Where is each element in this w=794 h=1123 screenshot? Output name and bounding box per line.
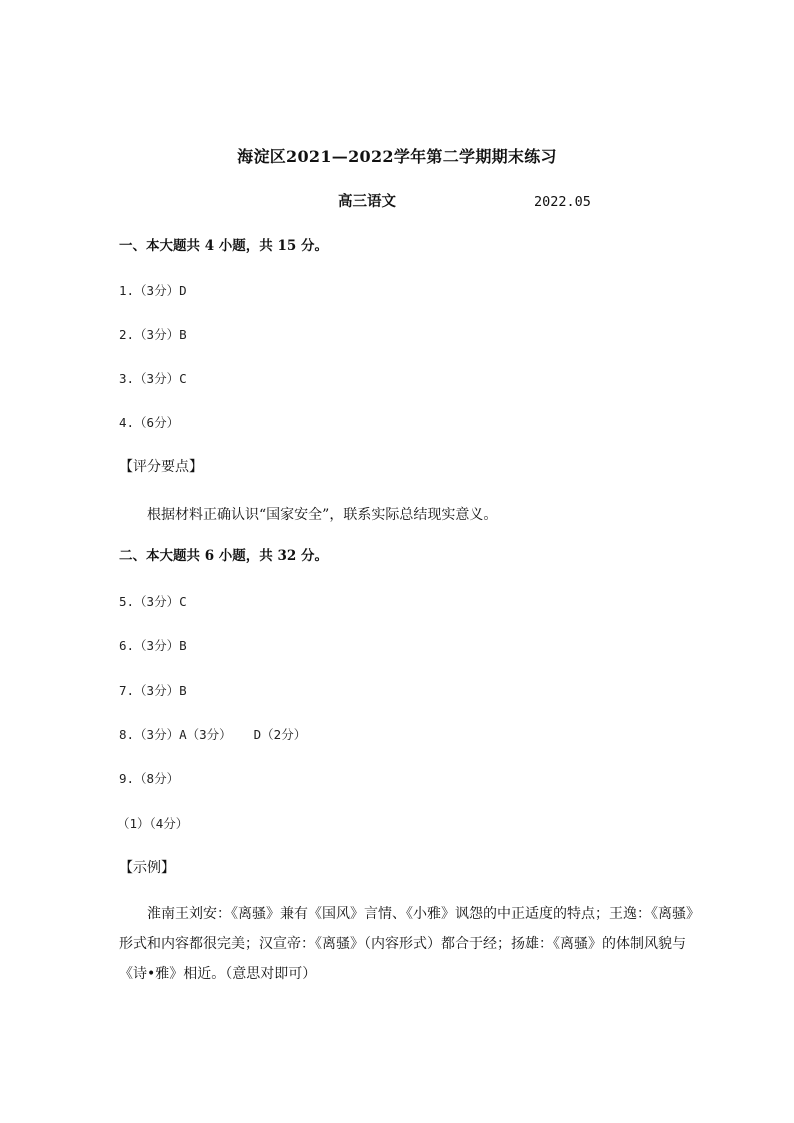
- answer-3: 3.（3分）C: [119, 371, 187, 386]
- answer-9-part-1: （1）（4分）: [117, 816, 189, 831]
- scoring-points-label: 【评分要点】: [119, 459, 203, 475]
- page-title: 海淀区2021—2022学年第二学期期末练习: [237, 147, 557, 166]
- answer-8: [119, 726, 306, 744]
- answer-9: 9.（8分）: [119, 771, 180, 786]
- answer-5: 5.（3分）C: [119, 594, 187, 609]
- answer-8-part-a: 8.（3分）A（3分）: [119, 727, 232, 742]
- answer-4: 4.（6分）: [119, 415, 180, 430]
- answer-2: 2.（3分）B: [119, 327, 187, 342]
- answer-7: 7.（3分）B: [119, 683, 187, 698]
- example-label: 【示例】: [119, 860, 175, 876]
- example-text: 淮南王刘安：《离骚》兼有《国风》言情、《小雅》讽怨的中正适度的特点；王逸：《离骚》形式和内容都很完美；汉宣帝：《离骚》（内容形式）都合于经；扬雄：《离骚》的体制风貌与《诗•雅》相近。（意思对即可）: [119, 906, 693, 982]
- answer-1: 1.（3分）D: [119, 283, 187, 298]
- answer-8-part-b: D（2分）: [253, 727, 307, 742]
- subject-name: 高三语文: [338, 193, 396, 210]
- exam-date: 2022.05: [534, 194, 591, 210]
- section-2-heading: 二、本大题共 6 小题，共 32 分。: [119, 548, 328, 564]
- section-1-heading: 一、本大题共 4 小题，共 15 分。: [119, 238, 328, 254]
- scoring-points-text: 根据材料正确认识“国家安全”，联系实际总结现实意义。: [147, 507, 498, 523]
- answer-6: 6.（3分）B: [119, 638, 187, 653]
